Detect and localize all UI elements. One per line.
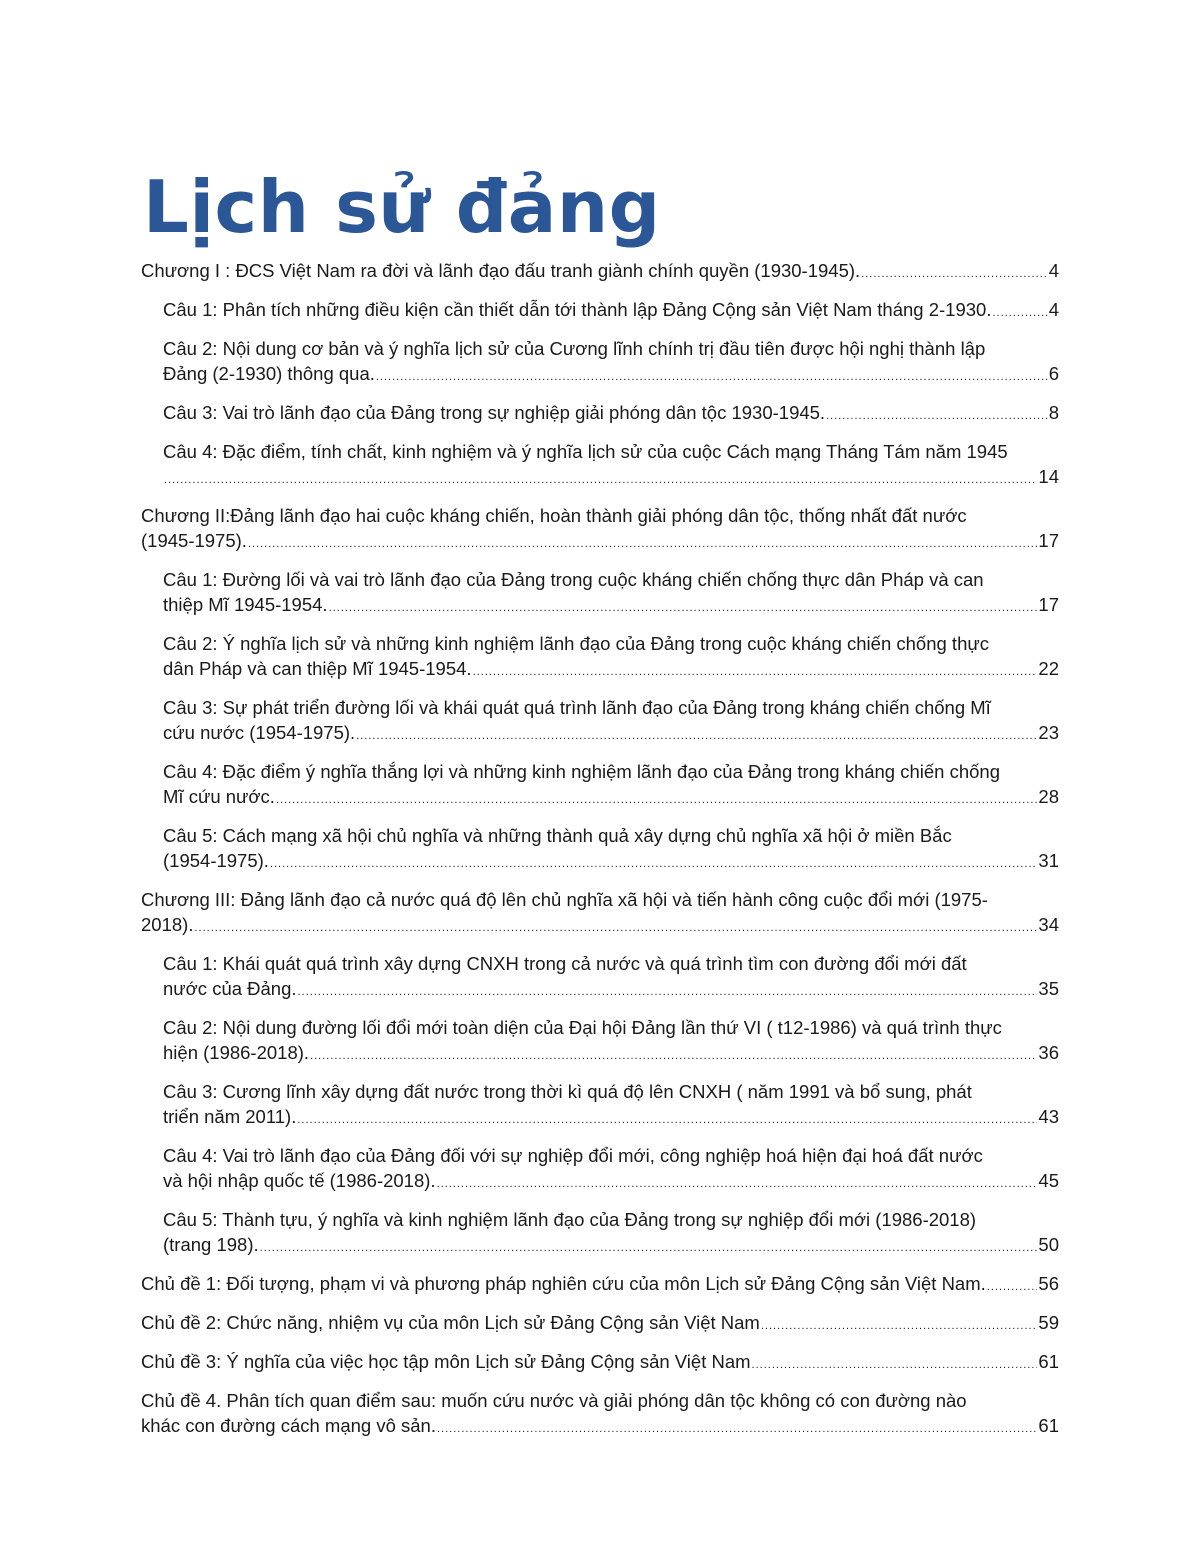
toc-page-number: 35: [1038, 978, 1059, 999]
dot-leader: [752, 1353, 1038, 1378]
document-title: Lịch sử đảng: [143, 165, 661, 249]
toc-entry-text: Câu 3: Cương lĩnh xây dựng đất nước trong thời kì quá độ lên CNXH ( năm 1991 và bổ sung, phát: [163, 1081, 972, 1102]
toc-entry-text: Câu 3: Sự phát triển đường lối và khái quát quá trình lãnh đạo của Đảng trong kháng chiến chống Mĩ: [163, 697, 991, 718]
toc-entry[interactable]: [141, 1349, 1059, 1378]
toc-entry-text: Câu 5: Cách mạng xã hội chủ nghĩa và những thành quả xây dựng chủ nghĩa xã hội ở miền Bắc: [163, 825, 952, 846]
toc-entry-text: dân Pháp và can thiệp Mĩ 1945-1954.: [163, 658, 472, 679]
toc-entry-text: Câu 4: Vai trò lãnh đạo của Đảng đối với sự nghiệp đổi mới, công nghiệp hoá hiện đại hoá đất nước: [163, 1145, 983, 1166]
dot-leader: [356, 724, 1037, 749]
toc-entry-text: Câu 4: Đặc điểm, tính chất, kinh nghiệm và ý nghĩa lịch sử của cuộc Cách mạng Tháng Tám năm 1945: [163, 441, 1008, 462]
toc-page-number: 56: [1038, 1273, 1059, 1294]
toc-entry-text: Chủ đề 2: Chức năng, nhiệm vụ của môn Lịch sử Đảng Cộng sản Việt Nam: [141, 1312, 760, 1333]
toc-entry-text: Đảng (2-1930) thông qua.: [163, 363, 375, 384]
dot-leader: [164, 468, 1037, 493]
toc-page-number: 36: [1038, 1042, 1059, 1063]
toc-entry[interactable]: [163, 1143, 1059, 1197]
dot-leader: [992, 301, 1047, 326]
toc-entry-text: Chương I : ĐCS Việt Nam ra đời và lãnh đạo đấu tranh giành chính quyền (1930-1945).: [141, 260, 861, 281]
toc-entry[interactable]: [141, 887, 1059, 941]
toc-entry-text: và hội nhập quốc tế (1986-2018).: [163, 1170, 436, 1191]
toc-entry-text: Câu 2: Nội dung đường lối đổi mới toàn diện của Đại hội Đảng lần thứ VI ( t12-1986) và quá trình thực: [163, 1017, 1002, 1038]
toc-entry-text: (1954-1975).: [163, 850, 269, 871]
dot-leader: [298, 980, 1038, 1005]
toc-entry[interactable]: [163, 1079, 1059, 1133]
toc-entry-text: khác con đường cách mạng vô sản.: [141, 1415, 436, 1436]
toc-page-number: 61: [1038, 1415, 1059, 1436]
toc-page-number: 4: [1048, 299, 1059, 320]
toc-entry[interactable]: [141, 1310, 1059, 1339]
toc-page-number: 43: [1038, 1106, 1059, 1127]
toc-entry[interactable]: [163, 567, 1059, 621]
dot-leader: [270, 852, 1037, 877]
toc-entry[interactable]: [163, 1207, 1059, 1261]
toc-entry[interactable]: [163, 297, 1059, 326]
toc-entry-text: Chương II:Đảng lãnh đạo hai cuộc kháng chiến, hoàn thành giải phóng dân tộc, thống nhất đất nước: [141, 505, 967, 526]
toc-entry[interactable]: [163, 1015, 1059, 1069]
dot-leader: [473, 660, 1038, 685]
toc-entry-text: Câu 2: Nội dung cơ bản và ý nghĩa lịch sử của Cương lĩnh chính trị đầu tiên được hội nghị thành lập: [163, 338, 986, 359]
toc-page-number: 6: [1048, 363, 1059, 384]
toc-page-number: 45: [1038, 1170, 1059, 1191]
toc-entry[interactable]: [163, 631, 1059, 685]
dot-leader: [861, 262, 1048, 287]
toc-page-number: 4: [1048, 260, 1059, 281]
toc-entry[interactable]: [141, 258, 1059, 287]
dot-leader: [376, 365, 1048, 390]
toc-page-number: 14: [1038, 466, 1059, 487]
dot-leader: [310, 1044, 1037, 1069]
toc-entry-text: 2018).: [141, 914, 194, 935]
dot-leader: [260, 1236, 1038, 1261]
dot-leader: [194, 916, 1037, 941]
toc-entry-text: triển năm 2011).: [163, 1106, 297, 1127]
toc-entry[interactable]: [163, 336, 1059, 390]
table-of-contents: [141, 258, 1059, 1442]
toc-page-number: 17: [1038, 594, 1059, 615]
dot-leader: [826, 404, 1048, 429]
toc-entry[interactable]: [141, 503, 1059, 557]
toc-entry-text: Chủ đề 3: Ý nghĩa của việc học tập môn Lịch sử Đảng Cộng sản Việt Nam: [141, 1351, 751, 1372]
dot-leader: [329, 596, 1038, 621]
toc-entry-text: Câu 2: Ý nghĩa lịch sử và những kinh nghiệm lãnh đạo của Đảng trong cuộc kháng chiến chống thực: [163, 633, 989, 654]
toc-entry-text: Chủ đề 1: Đối tượng, phạm vi và phương pháp nghiên cứu của môn Lịch sử Đảng Cộng sản Việt Nam.: [141, 1273, 986, 1294]
toc-entry-text: (trang 198).: [163, 1234, 259, 1255]
dot-leader: [248, 532, 1037, 557]
toc-entry[interactable]: [141, 1388, 1059, 1442]
toc-page-number: 34: [1038, 914, 1059, 935]
toc-page-number: 61: [1038, 1351, 1059, 1372]
toc-entry-text: nước của Đảng.: [163, 978, 297, 999]
toc-entry-text: Câu 1: Đường lối và vai trò lãnh đạo của Đảng trong cuộc kháng chiến chống thực dân Pháp và can: [163, 569, 984, 590]
toc-entry[interactable]: [163, 695, 1059, 749]
toc-entry-text: thiệp Mĩ 1945-1954.: [163, 594, 328, 615]
dot-leader: [761, 1314, 1038, 1339]
toc-entry-text: Câu 1: Phân tích những điều kiện cần thiết dẫn tới thành lập Đảng Cộng sản Việt Nam tháng 2-1930.: [163, 299, 992, 320]
dot-leader: [437, 1417, 1037, 1442]
toc-page-number: 31: [1038, 850, 1059, 871]
toc-entry-text: Câu 5: Thành tựu, ý nghĩa và kinh nghiệm lãnh đạo của Đảng trong sự nghiệp đổi mới (1986-2018): [163, 1209, 977, 1230]
toc-page-number: 22: [1038, 658, 1059, 679]
toc-page-number: 23: [1038, 722, 1059, 743]
toc-page-number: 17: [1038, 530, 1059, 551]
toc-page-number: 28: [1038, 786, 1059, 807]
toc-entry[interactable]: [141, 1271, 1059, 1300]
toc-page-number: 59: [1038, 1312, 1059, 1333]
dot-leader: [276, 788, 1037, 813]
toc-entry-text: Mĩ cứu nước.: [163, 786, 275, 807]
toc-entry-text: Câu 4: Đặc điểm ý nghĩa thắng lợi và những kinh nghiệm lãnh đạo của Đảng trong kháng chiến chống: [163, 761, 1001, 782]
toc-entry[interactable]: [163, 439, 1059, 493]
toc-entry[interactable]: [163, 400, 1059, 429]
toc-entry-text: hiện (1986-2018).: [163, 1042, 310, 1063]
dot-leader: [437, 1172, 1038, 1197]
toc-entry-text: Chủ đề 4. Phân tích quan điểm sau: muốn cứu nước và giải phóng dân tộc không có con đường nào: [141, 1390, 967, 1411]
toc-entry[interactable]: [163, 759, 1059, 813]
toc-entry-text: Chương III: Đảng lãnh đạo cả nước quá độ lên chủ nghĩa xã hội và tiến hành công cuộc đổi mới (1975-: [141, 889, 988, 910]
toc-entry-text: Câu 1: Khái quát quá trình xây dựng CNXH trong cả nước và quá trình tìm con đường đổi mới đất: [163, 953, 967, 974]
dot-leader: [297, 1108, 1037, 1133]
toc-entry-text: (1945-1975).: [141, 530, 247, 551]
toc-page-number: 8: [1048, 402, 1059, 423]
toc-page-number: 50: [1038, 1234, 1059, 1255]
toc-entry[interactable]: [163, 823, 1059, 877]
toc-entry[interactable]: [163, 951, 1059, 1005]
toc-entry-text: Câu 3: Vai trò lãnh đạo của Đảng trong sự nghiệp giải phóng dân tộc 1930-1945.: [163, 402, 826, 423]
dot-leader: [987, 1275, 1038, 1300]
toc-entry-text: cứu nước (1954-1975).: [163, 722, 356, 743]
